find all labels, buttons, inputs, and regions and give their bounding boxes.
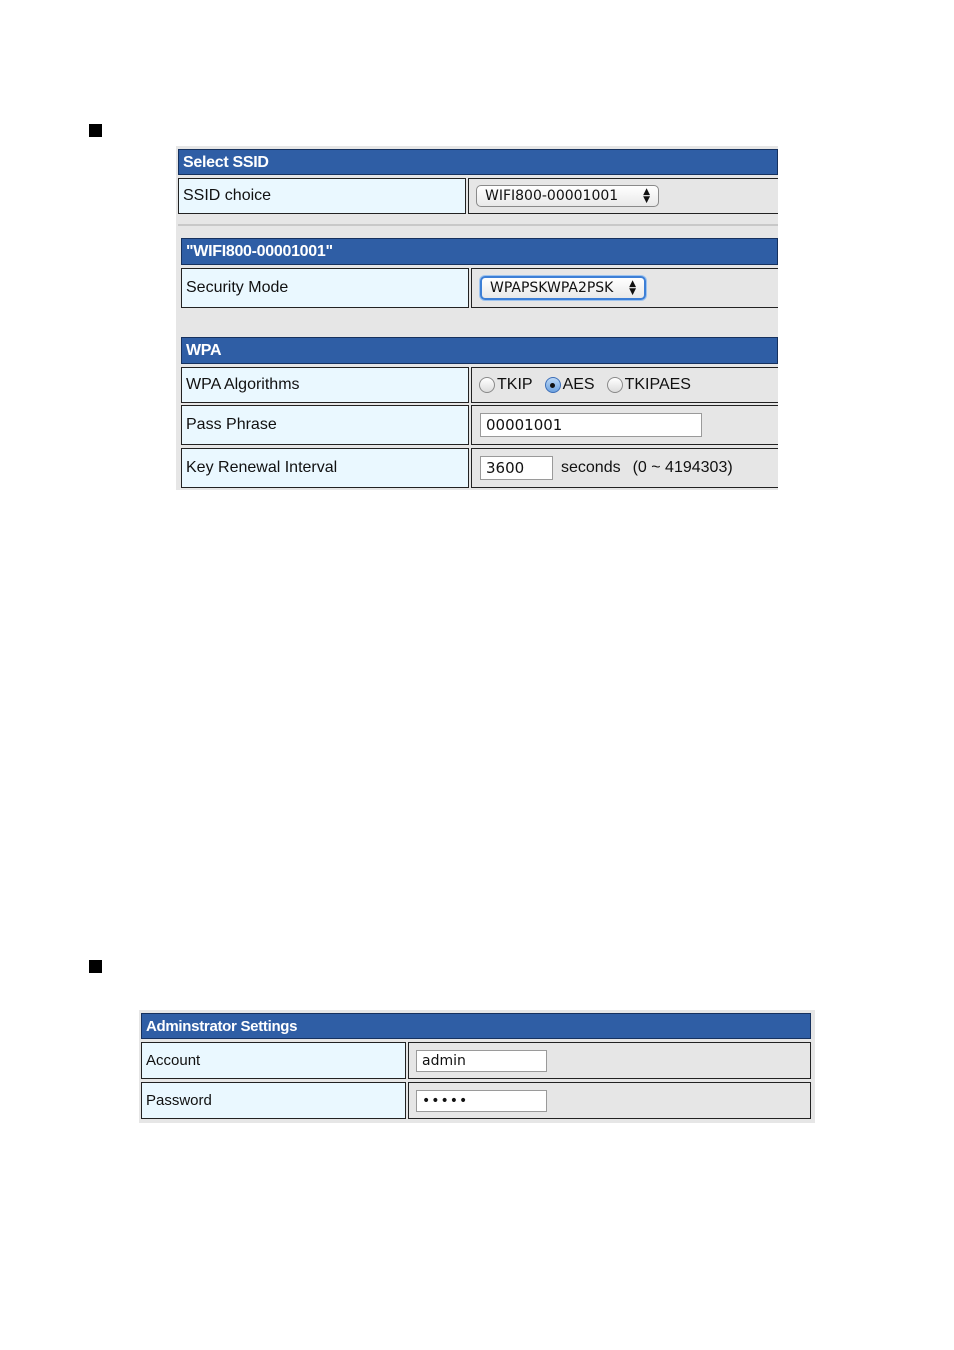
- password-cell: [408, 1082, 811, 1119]
- ssid-choice-select[interactable]: [476, 185, 659, 207]
- password-input[interactable]: •••••: [416, 1090, 547, 1112]
- ssid-choice-label: SSID choice: [178, 178, 466, 214]
- pass-phrase-input[interactable]: 00001001: [480, 413, 702, 437]
- divider-line: [178, 224, 778, 226]
- key-renewal-unit: seconds: [561, 459, 621, 476]
- radio-tkip-label: TKIP: [497, 376, 533, 393]
- security-mode-label: Security Mode: [181, 268, 469, 308]
- key-renewal-range: (0 ~ 4194303): [632, 459, 733, 476]
- radio-aes[interactable]: [545, 376, 595, 394]
- radio-aes-label: AES: [562, 376, 595, 393]
- radio-button-icon: [479, 377, 495, 393]
- key-renewal-input[interactable]: 3600: [480, 456, 553, 480]
- radio-button-icon: [607, 377, 623, 393]
- select-arrows-icon: ▲ ▼: [643, 187, 650, 205]
- radio-button-selected-icon: [545, 377, 561, 393]
- account-input[interactable]: admin: [416, 1050, 547, 1072]
- wpa-header: WPA: [181, 337, 778, 364]
- pass-phrase-label: Pass Phrase: [181, 405, 469, 445]
- password-label: Password: [141, 1082, 406, 1119]
- network-name-header: "WIFI800-00001001": [181, 238, 778, 265]
- radio-tkipaes[interactable]: [607, 376, 691, 394]
- radio-tkip[interactable]: [479, 376, 533, 394]
- bullet-2: [89, 960, 102, 973]
- key-renewal-cell: [471, 448, 778, 488]
- ssid-choice-cell: [468, 178, 778, 214]
- account-label: Account: [141, 1042, 406, 1079]
- bullet-1: [89, 124, 102, 137]
- ssid-choice-value: WIFI800-00001001: [485, 188, 619, 204]
- select-arrows-icon: ▲ ▼: [629, 279, 636, 297]
- radio-tkipaes-label: TKIPAES: [624, 376, 691, 393]
- select-ssid-header: Select SSID: [178, 149, 778, 175]
- pass-phrase-cell: [471, 405, 778, 445]
- security-mode-value: WPAPSKWPA2PSK: [490, 280, 614, 296]
- key-renewal-label: Key Renewal Interval: [181, 448, 469, 488]
- wpa-algorithms-label: WPA Algorithms: [181, 367, 469, 403]
- administrator-settings-header: Adminstrator Settings: [141, 1013, 811, 1039]
- security-mode-cell: [471, 268, 778, 308]
- wpa-algorithms-cell: [471, 367, 778, 403]
- security-mode-select[interactable]: [480, 276, 646, 300]
- account-cell: [408, 1042, 811, 1079]
